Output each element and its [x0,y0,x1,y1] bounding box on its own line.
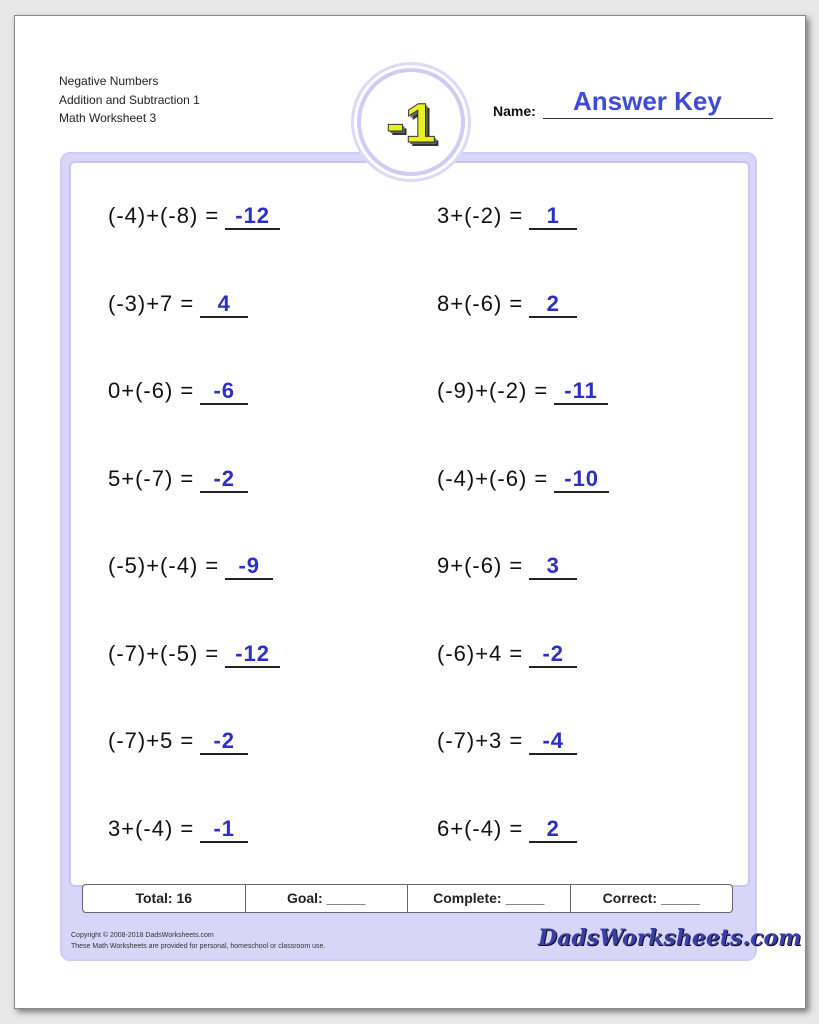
problem-expression: 5+(-7) = [108,465,195,491]
problem-expression: (-3)+7 = [108,290,195,316]
problem [108,816,248,843]
problem-answer: -10 [554,467,609,493]
problem-answer: 2 [529,292,577,318]
problem-answer: -1 [200,817,248,843]
problem [108,291,248,318]
problem-area [69,161,750,887]
problem-answer: 2 [529,817,577,843]
goal-cell: Goal: _____ [246,885,409,912]
problem [108,553,273,580]
negative-one-badge-icon [357,68,465,176]
problem-expression: 3+(-2) = [437,203,524,228]
title-line-3: Math Worksheet 3 [59,111,157,125]
worksheet-title [59,72,200,128]
total-cell: Total: 16 [83,885,246,912]
problem-expression: (-4)+(-8) = [108,203,220,228]
problem-answer: -2 [200,729,248,755]
problem-expression: (-5)+(-4) = [108,553,220,578]
copyright-text: Copyright © 2008-2018 DadsWorksheets.com [71,932,214,939]
problem [108,728,248,755]
problem-expression: (-7)+(-5) = [108,640,220,666]
problem [108,378,248,405]
name-value: Answer Key [573,86,722,116]
problem [437,816,577,843]
problem [437,378,608,405]
problem-expression: (-4)+(-6) = [437,465,549,491]
problem-expression: (-6)+4 = [437,640,524,666]
problem [108,466,248,493]
problem-expression: 8+(-6) = [437,290,524,316]
problem [437,291,577,318]
problem-answer: -4 [529,729,577,755]
problem-expression: (-9)+(-2) = [437,378,549,403]
problem-answer: -6 [200,379,248,405]
title-line-2: Addition and Subtraction 1 [59,92,200,107]
problem-expression: 6+(-4) = [437,815,524,841]
problem-answer: -12 [225,204,280,230]
problem-answer: -9 [225,554,273,580]
correct-cell: Correct: _____ [602,890,700,906]
problem [108,203,280,230]
problem-answer: -11 [554,379,608,405]
title-line-1: Negative Numbers [59,74,159,88]
score-box [82,884,733,913]
complete-cell: Complete: _____ [408,885,571,912]
problem-expression: (-7)+3 = [437,728,524,753]
badge-text: -1 [386,90,436,154]
problem-answer: -12 [225,642,280,668]
usage-text: These Math Worksheets are provided for personal, homeschool or classroom use. [71,943,326,950]
problem-expression: 3+(-4) = [108,815,195,841]
problem [437,641,577,668]
copyright [71,930,325,952]
problem-expression: 0+(-6) = [108,378,195,403]
problem-answer: -2 [200,467,248,493]
problem-answer: 1 [529,204,577,230]
problem-answer: 4 [200,292,248,318]
problem [437,728,577,755]
problem-expression: (-7)+5 = [108,728,195,753]
name-line [543,118,773,119]
problem [437,466,609,493]
name-label: Name: [493,103,536,119]
problem-answer: 3 [529,554,577,580]
problem-expression: 9+(-6) = [437,553,524,578]
problem [437,553,577,580]
problem [437,203,577,230]
problem [108,641,280,668]
problem-answer: -2 [529,642,577,668]
dadsworksheets-logo: DadsWorksheets.com [538,925,802,951]
